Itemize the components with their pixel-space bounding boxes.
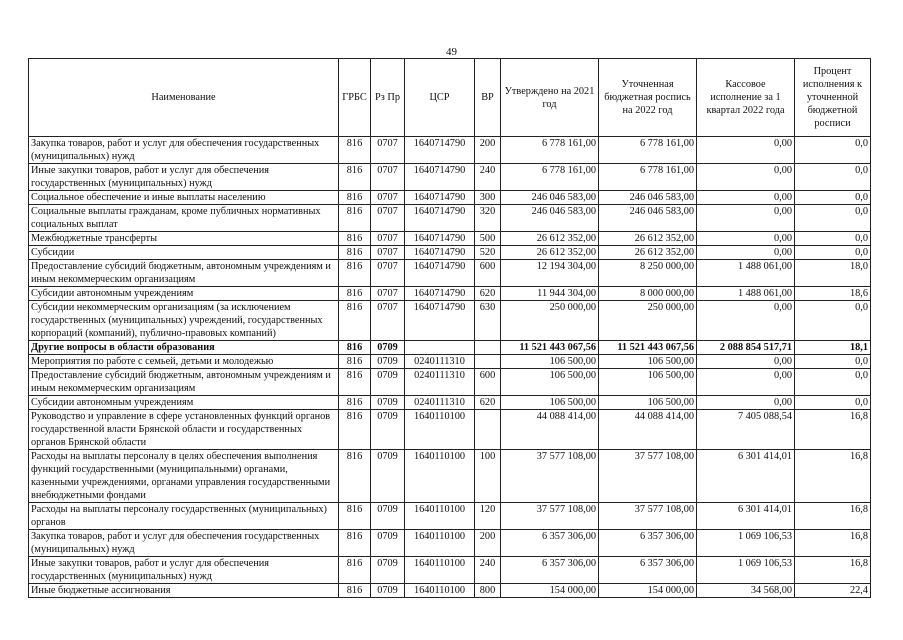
row-grbs: 816 [339, 503, 371, 530]
table-row [29, 232, 871, 246]
row-cash: 0,00 [697, 369, 795, 396]
row-name: Закупка товаров, работ и услуг для обеспечения государственных (муниципальных) нужд [29, 137, 339, 164]
row-approved: 250 000,00 [501, 301, 599, 341]
table-row [29, 164, 871, 191]
row-vr: 600 [475, 260, 501, 287]
row-csr: 1640714790 [405, 260, 475, 287]
row-grbs: 816 [339, 246, 371, 260]
table-row [29, 355, 871, 369]
page-number: 49 [446, 46, 457, 58]
row-grbs: 816 [339, 137, 371, 164]
table-row [29, 137, 871, 164]
row-vr: 200 [475, 137, 501, 164]
row-csr: 1640110100 [405, 584, 475, 598]
row-grbs: 816 [339, 341, 371, 355]
row-cash: 0,00 [697, 205, 795, 232]
row-vr [475, 410, 501, 450]
row-name: Субсидии автономным учреждениям [29, 287, 339, 301]
row-percent: 0,0 [795, 369, 871, 396]
row-name: Иные закупки товаров, работ и услуг для обеспечения государственных (муниципальных) нужд [29, 164, 339, 191]
row-cash: 0,00 [697, 137, 795, 164]
row-cash: 1 488 061,00 [697, 287, 795, 301]
row-csr: 1640110100 [405, 557, 475, 584]
row-approved: 11 521 443 067,56 [501, 341, 599, 355]
row-csr: 1640714790 [405, 164, 475, 191]
row-approved: 6 357 306,00 [501, 530, 599, 557]
row-name: Социальные выплаты гражданам, кроме публичных нормативных социальных выплат [29, 205, 339, 232]
row-vr: 620 [475, 396, 501, 410]
row-vr: 200 [475, 530, 501, 557]
row-vr [475, 341, 501, 355]
header-percent: Процент исполнения к уточненной бюджетной росписи [795, 59, 871, 137]
row-csr: 1640714790 [405, 137, 475, 164]
table-row [29, 584, 871, 598]
row-grbs: 816 [339, 396, 371, 410]
row-rzpr: 0709 [371, 530, 405, 557]
row-percent: 18,6 [795, 287, 871, 301]
table-row [29, 260, 871, 287]
row-cash: 0,00 [697, 355, 795, 369]
row-refined: 6 778 161,00 [599, 164, 697, 191]
table-row [29, 503, 871, 530]
table-row [29, 369, 871, 396]
row-grbs: 816 [339, 369, 371, 396]
row-vr: 600 [475, 369, 501, 396]
row-name: Предоставление субсидий бюджетным, автономным учреждениям и иным некоммерческим организациям [29, 369, 339, 396]
row-vr: 520 [475, 246, 501, 260]
row-rzpr: 0707 [371, 301, 405, 341]
row-percent: 0,0 [795, 137, 871, 164]
row-refined: 8 000 000,00 [599, 287, 697, 301]
row-cash: 0,00 [697, 396, 795, 410]
header-cash: Кассовое исполнение за 1 квартал 2022 года [697, 59, 795, 137]
row-refined: 37 577 108,00 [599, 450, 697, 503]
table-row [29, 301, 871, 341]
row-approved: 37 577 108,00 [501, 503, 599, 530]
row-grbs: 816 [339, 260, 371, 287]
table-row [29, 557, 871, 584]
row-name: Руководство и управление в сфере установленных функций органов государственной власти Брянской области и государственных органов Брянской области [29, 410, 339, 450]
row-csr: 0240111310 [405, 355, 475, 369]
row-vr: 630 [475, 301, 501, 341]
row-vr: 120 [475, 503, 501, 530]
row-grbs: 816 [339, 287, 371, 301]
row-rzpr: 0707 [371, 205, 405, 232]
row-vr [475, 355, 501, 369]
row-grbs: 816 [339, 232, 371, 246]
row-rzpr: 0709 [371, 584, 405, 598]
row-refined: 154 000,00 [599, 584, 697, 598]
row-name: Расходы на выплаты персоналу в целях обеспечения выполнения функций государственными (муниципальными) органами, казенными учреждениями, органами управления государственными внебюджетными фондами [29, 450, 339, 503]
row-rzpr: 0709 [371, 369, 405, 396]
row-approved: 6 778 161,00 [501, 164, 599, 191]
row-name: Иные закупки товаров, работ и услуг для обеспечения государственных (муниципальных) нужд [29, 557, 339, 584]
table-row [29, 396, 871, 410]
table-row [29, 341, 871, 355]
row-approved: 154 000,00 [501, 584, 599, 598]
table-row [29, 450, 871, 503]
row-csr: 1640714790 [405, 232, 475, 246]
row-percent: 16,8 [795, 557, 871, 584]
row-refined: 26 612 352,00 [599, 232, 697, 246]
row-cash: 6 301 414,01 [697, 503, 795, 530]
row-rzpr: 0709 [371, 450, 405, 503]
row-rzpr: 0709 [371, 410, 405, 450]
row-cash: 7 405 088,54 [697, 410, 795, 450]
row-percent: 18,1 [795, 341, 871, 355]
row-grbs: 816 [339, 530, 371, 557]
row-csr: 0240111310 [405, 396, 475, 410]
row-refined: 26 612 352,00 [599, 246, 697, 260]
row-approved: 12 194 304,00 [501, 260, 599, 287]
row-approved: 106 500,00 [501, 369, 599, 396]
header-refined: Уточненная бюджетная роспись на 2022 год [599, 59, 697, 137]
row-rzpr: 0709 [371, 557, 405, 584]
row-approved: 26 612 352,00 [501, 232, 599, 246]
row-name: Социальное обеспечение и иные выплаты населению [29, 191, 339, 205]
table-row [29, 410, 871, 450]
row-refined: 8 250 000,00 [599, 260, 697, 287]
row-csr: 0240111310 [405, 369, 475, 396]
row-refined: 106 500,00 [599, 396, 697, 410]
row-csr: 1640714790 [405, 301, 475, 341]
row-csr: 1640110100 [405, 450, 475, 503]
row-percent: 0,0 [795, 355, 871, 369]
row-approved: 44 088 414,00 [501, 410, 599, 450]
table-row [29, 246, 871, 260]
row-refined: 106 500,00 [599, 355, 697, 369]
row-csr: 1640110100 [405, 410, 475, 450]
row-approved: 6 778 161,00 [501, 137, 599, 164]
row-rzpr: 0707 [371, 246, 405, 260]
row-approved: 106 500,00 [501, 355, 599, 369]
row-vr: 100 [475, 450, 501, 503]
row-cash: 0,00 [697, 191, 795, 205]
row-rzpr: 0709 [371, 503, 405, 530]
row-percent: 0,0 [795, 191, 871, 205]
row-grbs: 816 [339, 191, 371, 205]
row-vr: 240 [475, 164, 501, 191]
row-approved: 106 500,00 [501, 396, 599, 410]
row-refined: 246 046 583,00 [599, 205, 697, 232]
table-row [29, 530, 871, 557]
header-csr: ЦСР [405, 59, 475, 137]
table-row [29, 205, 871, 232]
row-approved: 26 612 352,00 [501, 246, 599, 260]
row-vr: 320 [475, 205, 501, 232]
row-approved: 37 577 108,00 [501, 450, 599, 503]
header-rzpr: Рз Пр [371, 59, 405, 137]
row-rzpr: 0707 [371, 191, 405, 205]
row-refined: 246 046 583,00 [599, 191, 697, 205]
row-rzpr: 0707 [371, 137, 405, 164]
row-csr [405, 341, 475, 355]
row-refined: 44 088 414,00 [599, 410, 697, 450]
row-name: Иные бюджетные ассигнования [29, 584, 339, 598]
row-rzpr: 0707 [371, 260, 405, 287]
row-vr: 240 [475, 557, 501, 584]
row-percent: 22,4 [795, 584, 871, 598]
row-cash: 2 088 854 517,71 [697, 341, 795, 355]
row-refined: 37 577 108,00 [599, 503, 697, 530]
row-rzpr: 0707 [371, 287, 405, 301]
row-rzpr: 0709 [371, 396, 405, 410]
row-percent: 0,0 [795, 301, 871, 341]
row-percent: 16,8 [795, 450, 871, 503]
row-approved: 6 357 306,00 [501, 557, 599, 584]
row-vr: 800 [475, 584, 501, 598]
row-grbs: 816 [339, 164, 371, 191]
row-name: Другие вопросы в области образования [29, 341, 339, 355]
table-row [29, 191, 871, 205]
row-cash: 6 301 414,01 [697, 450, 795, 503]
header-name: Наименование [29, 59, 339, 137]
row-grbs: 816 [339, 355, 371, 369]
row-name: Субсидии [29, 246, 339, 260]
row-name: Субсидии некоммерческим организациям (за исключением государственных (муниципальных) учреждений, государственных корпораций (компаний), публично-правовых компаний) [29, 301, 339, 341]
table-row [29, 287, 871, 301]
row-cash: 1 488 061,00 [697, 260, 795, 287]
row-percent: 18,0 [795, 260, 871, 287]
header-grbs: ГРБС [339, 59, 371, 137]
row-refined: 6 357 306,00 [599, 530, 697, 557]
row-grbs: 816 [339, 205, 371, 232]
row-rzpr: 0709 [371, 355, 405, 369]
row-refined: 6 778 161,00 [599, 137, 697, 164]
row-percent: 0,0 [795, 396, 871, 410]
row-approved: 246 046 583,00 [501, 191, 599, 205]
row-name: Межбюджетные трансферты [29, 232, 339, 246]
row-csr: 1640714790 [405, 246, 475, 260]
row-percent: 16,8 [795, 410, 871, 450]
row-percent: 16,8 [795, 503, 871, 530]
row-refined: 6 357 306,00 [599, 557, 697, 584]
row-cash: 0,00 [697, 164, 795, 191]
row-refined: 250 000,00 [599, 301, 697, 341]
row-name: Расходы на выплаты персоналу государственных (муниципальных) органов [29, 503, 339, 530]
row-vr: 620 [475, 287, 501, 301]
row-name: Закупка товаров, работ и услуг для обеспечения государственных (муниципальных) нужд [29, 530, 339, 557]
header-vr: ВР [475, 59, 501, 137]
row-rzpr: 0707 [371, 232, 405, 246]
row-refined: 106 500,00 [599, 369, 697, 396]
row-grbs: 816 [339, 301, 371, 341]
row-name: Предоставление субсидий бюджетным, автономным учреждениям и иным некоммерческим организациям [29, 260, 339, 287]
row-refined: 11 521 443 067,56 [599, 341, 697, 355]
row-percent: 0,0 [795, 232, 871, 246]
row-name: Субсидии автономным учреждениям [29, 396, 339, 410]
row-cash: 0,00 [697, 246, 795, 260]
header-approved: Утверждено на 2021 год [501, 59, 599, 137]
row-percent: 0,0 [795, 205, 871, 232]
row-vr: 300 [475, 191, 501, 205]
row-grbs: 816 [339, 557, 371, 584]
row-percent: 16,8 [795, 530, 871, 557]
row-approved: 11 944 304,00 [501, 287, 599, 301]
row-name: Мероприятия по работе с семьей, детьми и молодежью [29, 355, 339, 369]
row-percent: 0,0 [795, 246, 871, 260]
row-grbs: 816 [339, 410, 371, 450]
row-cash: 0,00 [697, 232, 795, 246]
row-csr: 1640714790 [405, 191, 475, 205]
row-rzpr: 0707 [371, 164, 405, 191]
row-csr: 1640110100 [405, 503, 475, 530]
row-cash: 1 069 106,53 [697, 557, 795, 584]
budget-table [28, 58, 871, 598]
row-grbs: 816 [339, 450, 371, 503]
row-cash: 1 069 106,53 [697, 530, 795, 557]
row-vr: 500 [475, 232, 501, 246]
row-approved: 246 046 583,00 [501, 205, 599, 232]
row-percent: 0,0 [795, 164, 871, 191]
row-rzpr: 0709 [371, 341, 405, 355]
header-row [29, 59, 871, 137]
row-csr: 1640714790 [405, 205, 475, 232]
row-csr: 1640714790 [405, 287, 475, 301]
row-cash: 34 568,00 [697, 584, 795, 598]
row-cash: 0,00 [697, 301, 795, 341]
row-grbs: 816 [339, 584, 371, 598]
row-csr: 1640110100 [405, 530, 475, 557]
